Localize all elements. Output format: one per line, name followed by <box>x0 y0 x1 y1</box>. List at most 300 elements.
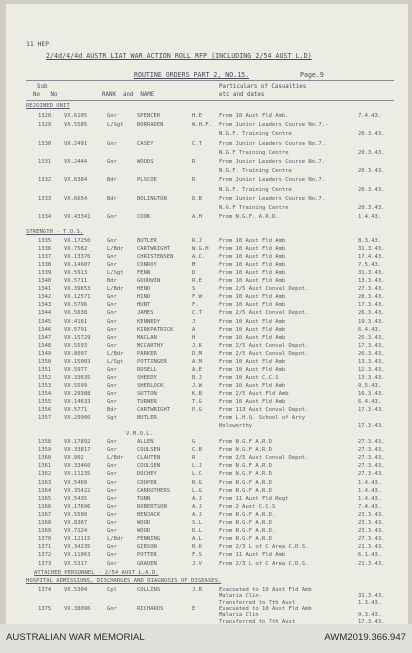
cell-dt: 27.3.43. <box>358 447 385 454</box>
cell-no: 1359 <box>38 447 52 454</box>
cell-no: 1329 <box>38 122 52 129</box>
cell-no: 1375 <box>38 605 52 612</box>
cell-name: CASEY <box>137 140 154 147</box>
cell-init: G <box>192 439 196 445</box>
cell-name: COULSEN <box>137 447 161 454</box>
table-row <box>6 487 408 495</box>
cell-no: 1350 <box>38 358 52 365</box>
cell-no: 1373 <box>38 560 52 567</box>
cell-rank: Gnr <box>107 528 117 535</box>
cell-no: 1349 <box>38 350 52 357</box>
table-row <box>6 149 408 157</box>
cell-part: From 10 Aust Fld Amb <box>219 382 286 389</box>
cell-reg: VX.5304 <box>64 587 88 593</box>
cell-no: 1351 <box>38 366 52 373</box>
cell-rank: Gnr <box>107 342 117 349</box>
cell-reg: VX.29900 <box>64 415 91 422</box>
cell-reg: VX.15729 <box>64 334 91 341</box>
cell-part: From 10 Aust Fld Amb <box>219 294 286 301</box>
col-header-particulars: Particulars of Casualties <box>219 84 307 90</box>
cell-init: P.G <box>192 407 202 414</box>
cell-part: From 2/5 Aust Fld Amb <box>219 390 289 397</box>
cell-reg: VX.39653 <box>64 286 91 293</box>
table-row <box>6 511 408 519</box>
cell-reg: VX.14633 <box>64 399 91 405</box>
cell-init: D.M <box>192 350 202 357</box>
cell-name: CARTWRIGHT <box>137 246 171 253</box>
cell-rank: Gnr <box>107 334 117 341</box>
cell-part: From N.G.F. A.R.D. <box>219 214 279 221</box>
cell-name: GIBSON <box>137 544 157 551</box>
cell-part: From 10 Aust Fld Amb <box>219 302 286 309</box>
table-row <box>6 462 408 470</box>
cell-name: TURNER <box>137 399 157 405</box>
cell-name: BORRADEN <box>137 122 164 129</box>
cell-rank: Gnr <box>107 439 117 445</box>
cell-dt: 25.3.43. <box>358 334 385 341</box>
cell-dt: 28.3.43. <box>358 294 385 301</box>
cell-dt: 17.3.43. <box>358 302 385 309</box>
cell-name: GRADEN <box>137 560 157 567</box>
cell-rank: Gnr <box>107 262 117 269</box>
cell-reg: VX.902 <box>64 455 84 462</box>
table-row <box>6 560 408 568</box>
cell-rank: Gnr <box>107 503 117 510</box>
cell-no: 1346 <box>38 326 52 333</box>
cell-init: W.G.H <box>192 246 209 253</box>
cell-rank: Gnr <box>107 487 117 494</box>
cell-rank: Gnr <box>107 479 117 486</box>
table-row <box>6 158 408 166</box>
table-row <box>6 301 408 309</box>
table-row <box>6 503 408 511</box>
cell-dt: 8.3.43. <box>358 238 382 244</box>
cell-no: 1333 <box>38 195 52 202</box>
cell-dt: 6.4.43. <box>358 326 382 333</box>
table-row <box>6 309 408 317</box>
table-row <box>6 535 408 543</box>
cell-name: KIRKPATRICK <box>137 326 174 333</box>
cell-part: From 10 Aust Fld Amb <box>219 246 286 253</box>
cell-part: N.G.F Training Centre <box>219 149 289 156</box>
cell-part: From Junior Leaders Course No.7.- <box>219 122 329 129</box>
cell-name: BUTLER <box>137 415 157 422</box>
table-row <box>6 470 408 478</box>
cell-dt: 16.3.43. <box>358 390 385 397</box>
cell-part: From 10 Aust Fld Amb <box>219 318 286 325</box>
cell-init: D.L <box>192 528 202 535</box>
table-row <box>6 454 408 462</box>
cell-part: From N.G.F A.R.D <box>219 471 272 478</box>
table-row <box>6 358 408 366</box>
cell-dt: 20.3.43. <box>358 131 385 138</box>
cell-part: From 2/5 Aust Conval Depot. <box>219 286 309 293</box>
cell-reg: VX.17892 <box>64 439 91 445</box>
cell-dt: 17.4.43. <box>358 254 385 261</box>
table-row <box>6 176 408 184</box>
cell-init: J <box>192 318 196 325</box>
table-row <box>6 269 408 277</box>
cell-rank: Bdr <box>107 195 117 202</box>
cell-dt: 27.3.43. <box>358 455 385 462</box>
cell-name: GOODWIN <box>137 278 161 285</box>
cell-init: D <box>192 270 196 277</box>
cell-rank: Gnr <box>107 382 117 389</box>
cell-rank: Cpl <box>107 587 117 593</box>
cell-name: BOLINGTON <box>137 195 167 202</box>
cell-part: From 10 Aust Fld Amb <box>219 399 286 405</box>
table-row <box>6 121 408 129</box>
cell-rank: Gnr <box>107 140 117 147</box>
cell-reg: VX.6384 <box>64 177 88 184</box>
cell-rank: Gnr <box>107 447 117 454</box>
cell-part: Malaria Clin- <box>219 593 263 600</box>
cell-init: A.J <box>192 495 202 502</box>
cell-rank: L/Bdr <box>107 455 124 462</box>
cell-part: From Junior Leaders Course No.7. <box>219 159 325 165</box>
cell-dt: 9.3.43. <box>358 612 382 619</box>
cell-no: 1366 <box>38 503 52 510</box>
cell-dt: 1.4.43. <box>358 214 382 221</box>
cell-dt: 6.1.43. <box>358 552 382 559</box>
cell-rank: Sgt <box>107 415 117 422</box>
cell-name: POTTINGER <box>137 358 167 365</box>
cell-init: E <box>192 605 196 612</box>
cell-no: 1345 <box>38 318 52 325</box>
cell-init: M <box>192 262 196 269</box>
cell-reg: VX.5593 <box>64 342 88 349</box>
cell-dt: 1.4.43. <box>358 487 382 494</box>
table-row <box>6 334 408 342</box>
cell-rank: Gnr <box>107 238 117 244</box>
cell-rank: Gnr <box>107 463 117 470</box>
cell-name: KENNEDY <box>137 318 161 325</box>
cell-part: From N.G.F A.R.D <box>219 439 272 445</box>
cell-name: CONROY <box>137 262 157 269</box>
cell-name: RICHARDS <box>137 605 164 612</box>
cell-reg: VX.5796 <box>64 302 88 309</box>
cell-rank: Gnr <box>107 605 117 612</box>
cell-no: 1370 <box>38 536 52 543</box>
cell-dt: 23.3.43. <box>358 528 385 535</box>
table-row <box>6 374 408 382</box>
cell-dt: 23.3.43. <box>358 520 385 526</box>
cell-reg: VX.12115 <box>64 536 91 543</box>
cell-part: From 10 Aust C.C.S <box>219 374 279 381</box>
table-row <box>6 326 408 334</box>
cell-part: From L.H.Q. School of Arty <box>219 415 306 422</box>
cell-name: COOPER <box>137 479 157 486</box>
cell-rank: L/Sgt <box>107 358 124 365</box>
cell-no: 1374 <box>38 587 52 593</box>
cell-name: MCCARTHY <box>137 342 164 349</box>
section-hospital-admissions: HOSPITAL ADMISSIONS, DISCHARGES AND DIAGNOSIS OF DISEASES. <box>26 578 222 584</box>
table-row <box>6 382 408 390</box>
cell-part: Holsworthy <box>219 423 253 430</box>
cell-rank: Gnr <box>107 159 117 165</box>
cell-dt: 27.3.43. <box>358 286 385 293</box>
cell-part: From N.G.F A.R.D. <box>219 511 276 518</box>
table-row <box>6 213 408 221</box>
cell-name: DOCHEY <box>137 471 157 478</box>
cell-no: 1354 <box>38 390 52 397</box>
document-title: 2/4d/4/4d AUSTR LIAT WAR ACTION ROLL RFP (INCLUDING 2/54 AUST L.D) <box>46 52 312 60</box>
cell-reg: VX.7124 <box>64 528 88 535</box>
cell-dt: 17.3.43. <box>358 423 385 430</box>
cell-no: 1328. <box>38 113 55 119</box>
cell-reg: VX.8097 <box>64 350 88 357</box>
cell-dt: 13.3.43. <box>358 358 385 365</box>
cell-dt: 31.3.43. <box>358 246 385 253</box>
cell-part: From 10 Aust Fld Amb <box>219 334 286 341</box>
cell-rank: Gnr <box>107 390 117 397</box>
cell-no: 1337 <box>38 254 52 261</box>
cell-no: 1364 <box>38 487 52 494</box>
cell-name: SUTTON <box>137 390 157 397</box>
cell-part: Transferred to 7th Aust <box>219 599 296 606</box>
cell-no: 1355 <box>38 399 52 405</box>
cell-part: From 10 Aust Fld Amb <box>219 254 286 261</box>
table-row <box>6 195 408 203</box>
cell-reg: VX.6105 <box>64 113 88 119</box>
cell-name: CLAUTEN <box>137 455 161 462</box>
footer-bar <box>0 624 412 653</box>
cell-init: A.C. <box>192 254 206 261</box>
footer-accession-id: AWM2019.366.947 <box>324 632 406 643</box>
cell-init: J.K <box>192 342 202 349</box>
table-row <box>6 390 408 398</box>
cell-reg: VX.17696 <box>64 503 91 510</box>
cell-init: R <box>192 159 196 165</box>
col-header-sub: Sub <box>37 84 48 90</box>
cell-no: 1362 <box>38 471 52 478</box>
cell-dt: 7.4.43. <box>358 503 382 510</box>
cell-rank: Gnr <box>107 399 117 405</box>
cell-part: From 2/5 Aust Conval Depot. <box>219 310 309 317</box>
cell-name: COOK <box>137 214 151 221</box>
cell-reg: VX.11063 <box>64 552 91 559</box>
cell-rank: Gnr <box>107 294 117 301</box>
cell-name: PARKER <box>137 350 157 357</box>
col-header-etc: etc and dates <box>219 92 265 98</box>
cell-reg: VX.29388 <box>64 390 91 397</box>
cell-init: S.L <box>192 520 202 526</box>
cell-dt: 7.5.43. <box>358 262 382 269</box>
cell-init: S <box>192 286 196 293</box>
cell-reg: VX.33460 <box>64 463 91 470</box>
cell-reg: VX.5585 <box>64 122 88 129</box>
cell-dt: 21.3.43. <box>358 544 385 551</box>
cell-no: 1361 <box>38 463 52 470</box>
cell-part: From N.G.F A.R.D. <box>219 528 276 535</box>
cell-rank: Bdr <box>107 177 117 184</box>
cell-part: From 2/5 Aust Conval Depot. <box>219 350 309 357</box>
cell-name: CARTWRIGHT <box>137 407 171 414</box>
cell-init: J.W <box>192 382 202 389</box>
table-row <box>6 519 408 527</box>
cell-init: C.T <box>192 310 202 317</box>
cell-init: D.B <box>192 195 202 202</box>
cell-part: From 2/5 Aust Conval Depot. <box>219 455 309 462</box>
cell-reg: VX.5599 <box>64 382 88 389</box>
cell-part: From Junior Leaders Course No.7. <box>219 177 325 184</box>
cell-no: 1330 <box>38 140 52 147</box>
table-row <box>6 551 408 559</box>
cell-part: N.G.F Training Centre <box>219 205 289 211</box>
cell-part: From Junior Leaders Course No.7. <box>219 195 325 202</box>
cell-reg: VX.15003 <box>64 358 91 365</box>
table-row <box>6 406 408 414</box>
top-label: 11 HEP <box>26 40 50 48</box>
cell-name: SHERLOCK <box>137 382 164 389</box>
cell-init: H <box>192 334 196 341</box>
cell-no: 1357 <box>38 415 52 422</box>
cell-init: A.M <box>192 358 202 365</box>
cell-reg: VX.8367 <box>64 520 88 526</box>
cell-no: 1339 <box>38 270 52 277</box>
cell-name: HIND <box>137 294 151 301</box>
cell-dt: 17.3.43. <box>358 407 385 414</box>
cell-no: 1365 <box>38 495 52 502</box>
cell-reg: VX.11235 <box>64 471 91 478</box>
cell-no: 1336 <box>38 246 52 253</box>
section-strength: STRENGTH - T.O.S. <box>26 229 84 235</box>
cell-dt: 17.3.43. <box>358 342 385 349</box>
cell-rank: Gnr <box>107 326 117 333</box>
cell-init: T.G <box>192 399 202 405</box>
cell-rank: Gnr <box>107 254 117 261</box>
header-rule <box>26 80 394 81</box>
table-row <box>6 285 408 293</box>
cell-part: From 10 Aust Fld Amb <box>219 262 286 269</box>
cell-no: 1338 <box>38 262 52 269</box>
cell-init: R <box>192 177 196 184</box>
cell-part: N.G.F. Training Centre <box>219 131 292 138</box>
table-row <box>6 479 408 487</box>
cell-name: COLLINS <box>137 587 161 593</box>
cell-name: HUNT <box>137 302 151 309</box>
cell-rank: Bdr <box>107 407 117 414</box>
cell-init: L.G <box>192 487 202 494</box>
cell-dt: 20.3.43. <box>358 205 385 211</box>
cell-part: From 2 Aust C.C.S <box>219 503 276 510</box>
cell-reg: VX.6654 <box>64 195 88 202</box>
cell-reg: VX.5771 <box>64 407 88 414</box>
cell-dt: 21.3.43. <box>358 560 385 567</box>
table-row <box>6 261 408 269</box>
cell-rank: Gnr <box>107 302 117 309</box>
cell-init: L.C <box>192 471 202 478</box>
cell-no: 1341 <box>38 286 52 293</box>
cell-name: PLSCOE <box>137 177 157 184</box>
cell-no: 1332 <box>38 177 52 184</box>
cell-no: 1331 <box>38 159 52 165</box>
cell-no: 1369 <box>38 528 52 535</box>
cell-init: R.E <box>192 278 202 285</box>
cell-rank: Gnr <box>107 310 117 317</box>
cell-no: 1340 <box>38 278 52 285</box>
cell-name: COULSEN <box>137 463 161 470</box>
table-row <box>6 253 408 261</box>
cell-reg: VX.5460 <box>64 479 88 486</box>
cell-part: Transferred to 7th Aust <box>219 618 296 624</box>
cell-no: 1363 <box>38 479 52 486</box>
cell-part: From 10 Aust Fld Amb <box>219 366 286 373</box>
cell-reg: VX.5317 <box>64 560 88 567</box>
cell-reg: VX.12571 <box>64 294 91 301</box>
cell-no: 1348 <box>38 342 52 349</box>
cell-part: From 10 Aust Fld Amb. <box>219 113 289 119</box>
cell-part: From 11 Aust Fld Regt <box>219 495 289 502</box>
cell-rank: L/Sgt <box>107 270 124 277</box>
cell-dt: 7.4.43. <box>358 113 382 119</box>
cell-part: From 2/3 L of C Area C.D.S. <box>219 560 309 567</box>
cell-rank: Gnr <box>107 318 117 325</box>
cell-no: 1356 <box>38 407 52 414</box>
cell-dt: 12.3.43. <box>358 366 385 373</box>
cell-init: A <box>192 326 196 333</box>
cell-part: From 113 Aust Conval Depot. <box>219 407 309 414</box>
cell-name: FENN <box>137 270 151 277</box>
table-row <box>6 350 408 358</box>
cell-rank: Gnr <box>107 366 117 373</box>
table-row <box>6 438 408 446</box>
cell-reg: VX.5638 <box>64 310 88 317</box>
cell-name: ROBERTSON <box>137 503 167 510</box>
cell-reg: VX.5711 <box>64 278 88 285</box>
table-row <box>6 112 408 120</box>
cell-no: 1367 <box>38 511 52 518</box>
cell-part: From 10 Aust Fld Amb <box>219 238 286 244</box>
cell-dt: 17.3.43. <box>358 618 385 624</box>
page-number: Page.9 <box>300 71 324 79</box>
table-row <box>6 204 408 212</box>
cell-rank: L/Bdr <box>107 286 124 293</box>
cell-part: From N.G.F A.R.D <box>219 463 272 470</box>
section-vmol: V.M.O.L. <box>126 431 153 437</box>
cell-init: A.E <box>192 366 202 373</box>
cell-dt: 27.3.43. <box>358 439 385 445</box>
cell-reg: VX.43341 <box>64 214 91 221</box>
cell-dt: 27.3.43. <box>358 536 385 543</box>
cell-reg: VX.4181 <box>64 318 88 325</box>
cell-reg: VX.5977 <box>64 366 88 373</box>
cell-part: From N.G.F A.R.D <box>219 447 272 454</box>
section-attached-personnel: ATTACHED PERSONNEL - 2/54 AUST L.A.D. <box>34 570 159 576</box>
footer-institution: AUSTRALIAN WAR MEMORIAL <box>6 632 145 643</box>
col-header-rank-name: RANK and NAME <box>102 92 155 98</box>
cell-init: C.T <box>192 140 202 147</box>
cell-name: SPENCER <box>137 113 161 119</box>
cell-rank: Gnr <box>107 520 117 526</box>
cell-name: MACLAN <box>137 334 157 341</box>
cell-no: 1343 <box>38 302 52 309</box>
cell-no: 1342 <box>38 294 52 301</box>
cell-no: 1368 <box>38 520 52 526</box>
cell-rank: Gnr <box>107 560 117 567</box>
cell-init: C.B <box>192 447 202 454</box>
cell-dt: 31.3.43. <box>358 270 385 277</box>
cell-name: WOOD <box>137 528 151 535</box>
cell-init: F. <box>192 302 199 309</box>
cell-name: FENNING <box>137 536 161 543</box>
table-row <box>6 366 408 374</box>
cell-no: 1347 <box>38 334 52 341</box>
table-row <box>6 342 408 350</box>
cell-dt: 9.5.43. <box>358 382 382 389</box>
table-row <box>6 167 408 175</box>
table-row <box>6 277 408 285</box>
